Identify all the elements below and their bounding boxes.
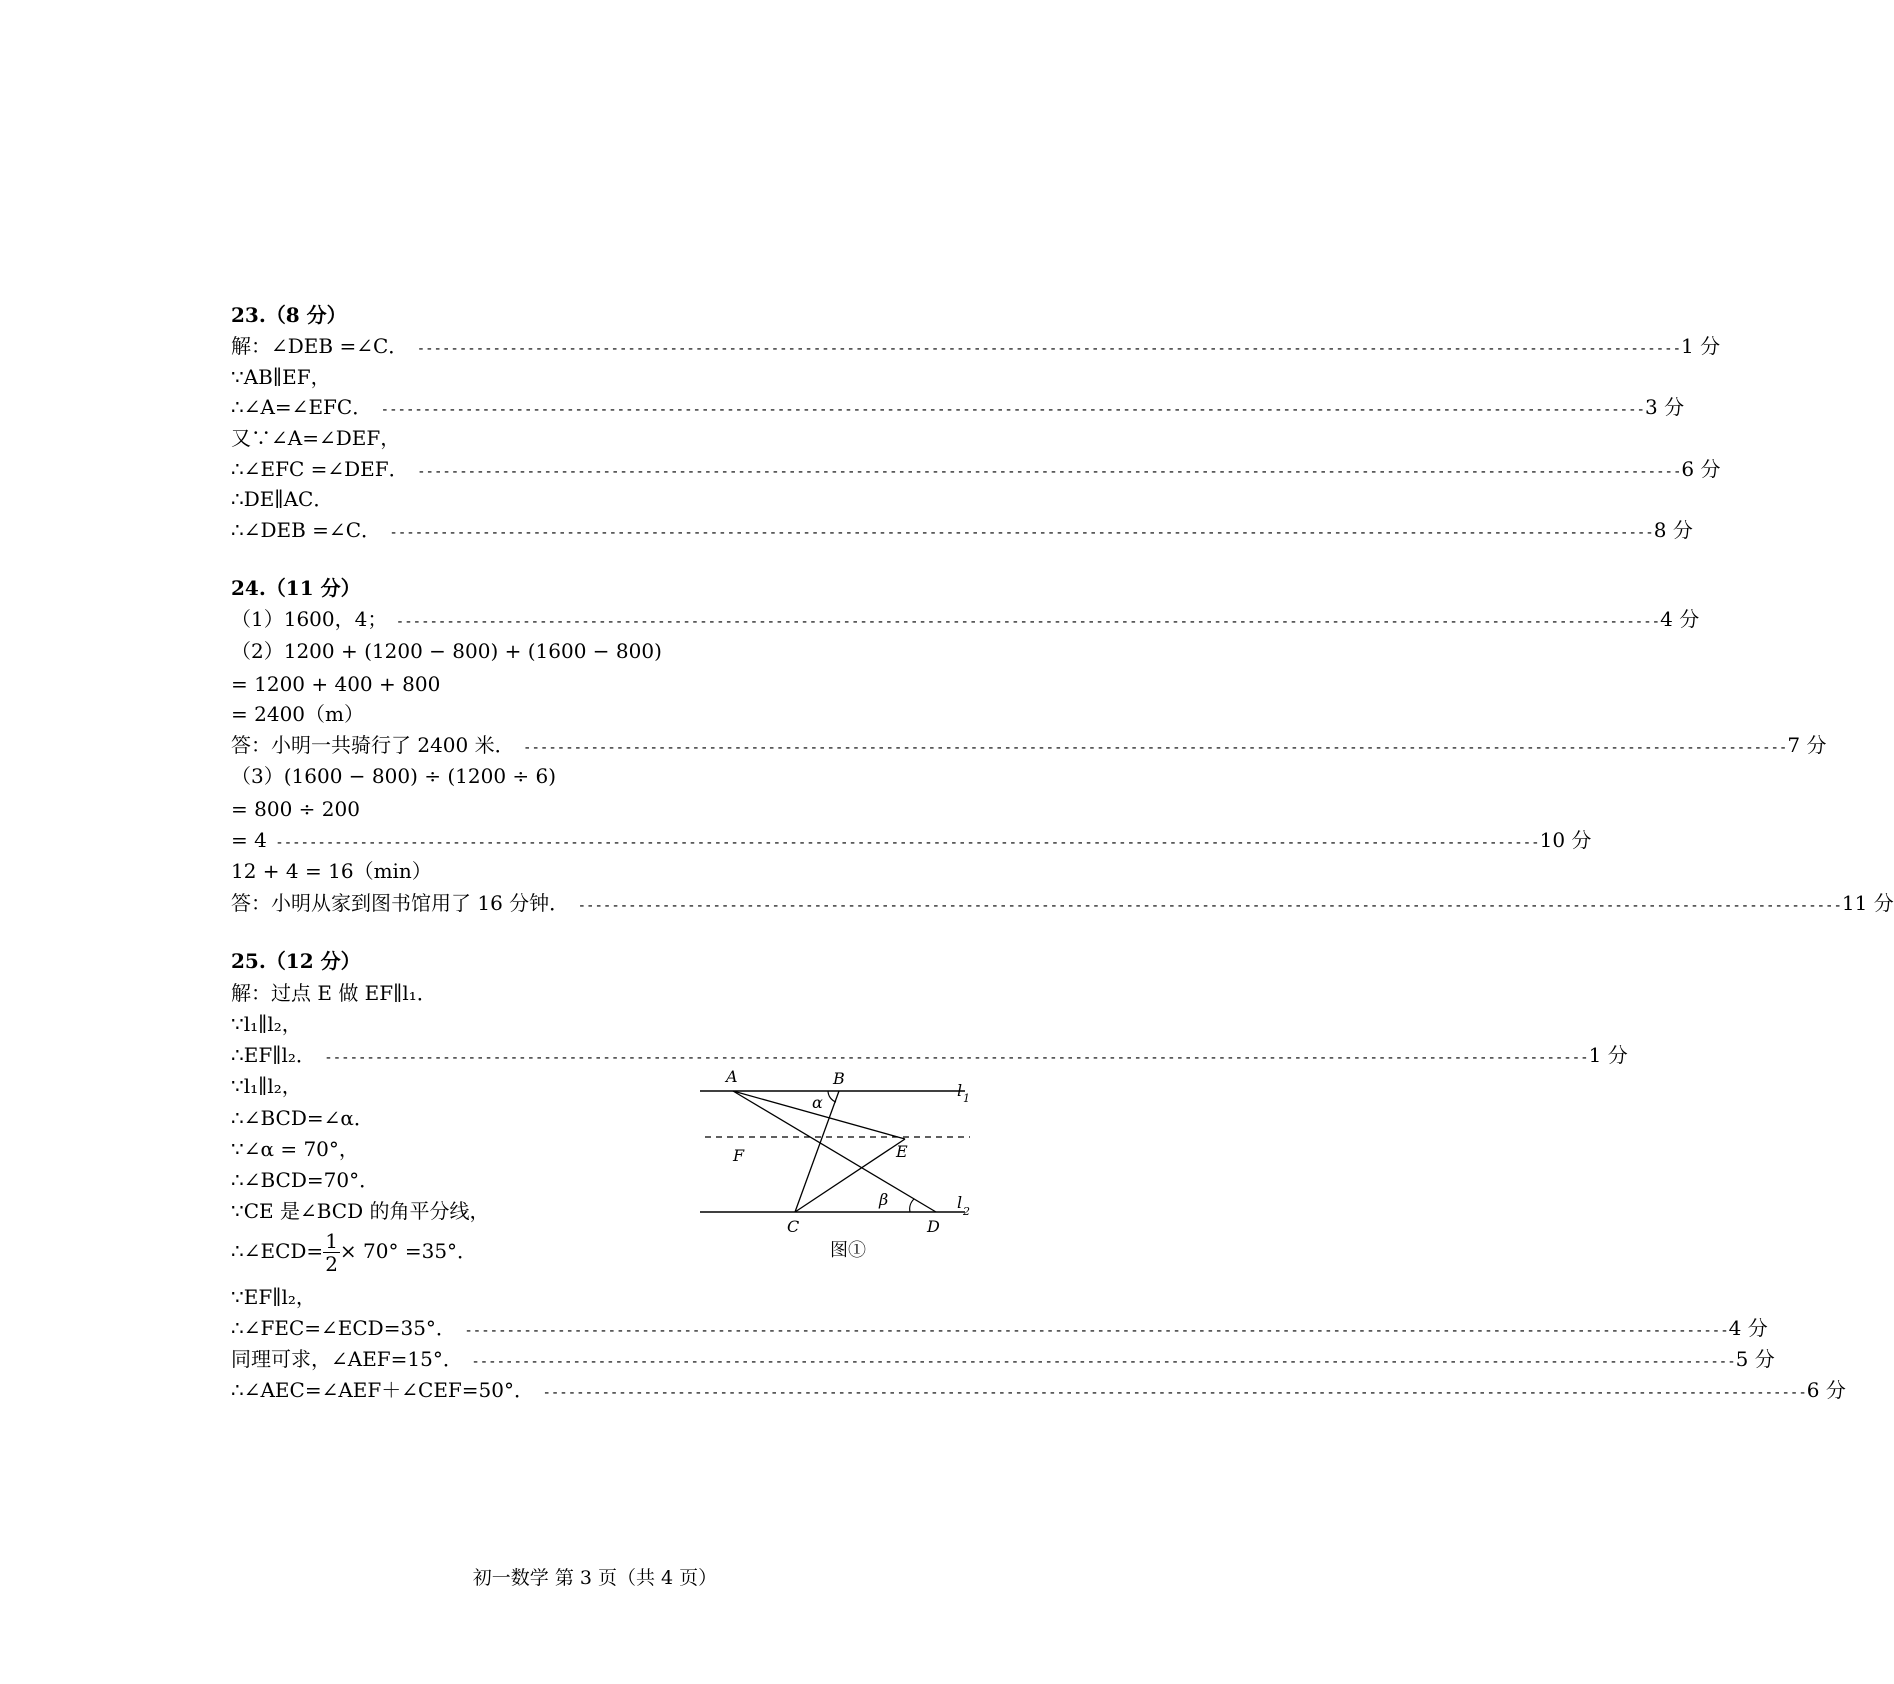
q25-line-score: 5 分 xyxy=(1735,1347,1775,1371)
q24-line-5 xyxy=(231,732,1827,761)
q25-line-score: 6 分 xyxy=(1806,1378,1846,1402)
q24-line-9: 12 + 4 = 16（min） xyxy=(231,859,432,883)
q23-line-text: ∴∠DEB =∠C． xyxy=(231,518,381,542)
q25-line-13 xyxy=(231,1377,1846,1406)
score-leader: ------------------------------------------------------------------------------------------------------------------------------------------------------ xyxy=(315,1050,1589,1066)
score-leader: ------------------------------------------------------------------------------------------------------------------------------------------------------ xyxy=(455,1323,1729,1339)
q23-line-3 xyxy=(231,394,1685,423)
q24-line-3: = 1200 + 400 + 800 xyxy=(231,672,441,696)
q23-line-text: ∴∠EFC =∠DEF． xyxy=(231,457,409,481)
q24-line-6: （3）(1600 − 800) ÷ (1200 ÷ 6) xyxy=(231,764,557,788)
label-l1-sub: 1 xyxy=(963,1092,970,1105)
q24-line-score: 4 分 xyxy=(1660,607,1700,631)
q23-line-1 xyxy=(231,333,1721,362)
q24-line-text: （1）1600，4； xyxy=(231,607,388,631)
q24-title: 24.（11 分） xyxy=(231,576,361,600)
q23-line-score: 6 分 xyxy=(1681,457,1721,481)
q25-line-10: ∵EF∥l₂， xyxy=(231,1285,316,1309)
figure-caption: 图① xyxy=(830,1240,866,1261)
q24-line-1 xyxy=(231,606,1700,635)
q23-line-score: 3 分 xyxy=(1644,395,1685,419)
q24-line-score: 10 分 xyxy=(1539,828,1592,852)
label-l1: l xyxy=(957,1081,963,1100)
q25-line-11 xyxy=(231,1315,1768,1344)
label-beta: β xyxy=(879,1190,889,1209)
label-b: B xyxy=(833,1069,845,1088)
label-l2-sub: 2 xyxy=(963,1205,970,1218)
score-leader: ------------------------------------------------------------------------------------------------------------------------------------------------------ xyxy=(387,614,1661,630)
q23-line-score: 1 分 xyxy=(1681,334,1721,358)
label-alpha: α xyxy=(812,1093,823,1112)
q24-line-8 xyxy=(231,827,1592,856)
q24-line-score: 7 分 xyxy=(1787,733,1827,757)
q25-line-1: 解：过点 E 做 EF∥l₁． xyxy=(231,981,437,1005)
q25-line-text: 同理可求，∠AEF=15°． xyxy=(231,1347,463,1371)
score-leader: ------------------------------------------------------------------------------------------------------------------------------------------------------ xyxy=(372,402,1645,418)
q25-line-text: ∴∠FEC=∠ECD=35°． xyxy=(231,1316,456,1340)
q25-line-text: ∴∠AEC=∠AEF＋∠CEF=50°． xyxy=(231,1378,535,1402)
q24-line-7: = 800 ÷ 200 xyxy=(231,797,360,821)
q25-line-7: ∴∠BCD=70°． xyxy=(231,1168,380,1192)
q25-line-8: ∵CE 是∠BCD 的角平分线， xyxy=(231,1199,490,1223)
score-leader: ------------------------------------------------------------------------------------------------------------------------------------------------------ xyxy=(569,898,1842,914)
score-leader: ------------------------------------------------------------------------------------------------------------------------------------------------------ xyxy=(514,740,1788,756)
score-leader: ------------------------------------------------------------------------------------------------------------------------------------------------------ xyxy=(462,1354,1736,1370)
score-leader: ------------------------------------------------------------------------------------------------------------------------------------------------------ xyxy=(534,1385,1807,1401)
q25-line-text: ∴EF∥l₂． xyxy=(231,1043,316,1067)
q25-line-2: ∵l₁∥l₂， xyxy=(231,1012,302,1036)
label-f: F xyxy=(733,1146,745,1165)
q25-line-3 xyxy=(231,1042,1628,1071)
label-l2: l xyxy=(957,1193,963,1212)
q23-line-6: ∴DE∥AC． xyxy=(231,487,334,511)
q25-line-6: ∵∠α = 70°， xyxy=(231,1137,359,1161)
q23-line-text: ∴∠A=∠EFC． xyxy=(231,395,373,419)
fraction-one-half xyxy=(323,1230,340,1275)
label-d: D xyxy=(927,1217,940,1236)
q25-line-text-after: × 70° =35°． xyxy=(339,1239,478,1263)
q23-line-5 xyxy=(231,456,1721,485)
q24-line-text: 答：小明一共骑行了 2400 米． xyxy=(231,733,515,757)
q23-line-2: ∵AB∥EF， xyxy=(231,365,331,389)
score-leader: ------------------------------------------------------------------------------------------------------------------------------------------------------ xyxy=(381,525,1654,541)
score-leader: ------------------------------------------------------------------------------------------------------------------------------------------------------ xyxy=(408,341,1682,357)
alpha-arc xyxy=(828,1091,836,1102)
label-e: E xyxy=(896,1142,908,1161)
q25-title: 25.（12 分） xyxy=(231,949,361,973)
q24-line-10 xyxy=(231,890,1894,919)
q24-line-text: 答：小明从家到图书馆用了 16 分钟． xyxy=(231,891,570,915)
q23-line-4: 又∵∠A=∠DEF， xyxy=(231,426,401,450)
q24-line-4: = 2400（m） xyxy=(231,702,364,726)
label-a: A xyxy=(726,1067,738,1086)
fraction-denominator: 2 xyxy=(325,1252,338,1276)
q24-line-score: 11 分 xyxy=(1841,891,1894,915)
segment-ce xyxy=(795,1139,905,1212)
q23-line-text: 解：∠DEB =∠C． xyxy=(231,334,409,358)
q25-line-5: ∴∠BCD=∠α． xyxy=(231,1106,374,1130)
score-leader: ------------------------------------------------------------------------------------------------------------------------------------------------------ xyxy=(408,464,1682,480)
q25-line-12 xyxy=(231,1346,1775,1375)
label-c: C xyxy=(787,1217,800,1236)
q25-line-4: ∵l₁∥l₂， xyxy=(231,1074,302,1098)
q23-line-7 xyxy=(231,517,1693,546)
q25-line-score: 1 分 xyxy=(1588,1043,1628,1067)
page-footer: 初一数学 第 3 页（共 4 页） xyxy=(472,1567,718,1589)
score-leader: ------------------------------------------------------------------------------------------------------------------------------------------------------ xyxy=(266,835,1540,851)
geometry-figure xyxy=(700,1060,1000,1260)
q25-line-score: 4 分 xyxy=(1728,1316,1768,1340)
q24-line-text: = 4 xyxy=(231,828,267,852)
q23-title: 23.（8 分） xyxy=(231,303,347,327)
fraction-numerator: 1 xyxy=(325,1229,338,1253)
q23-line-score: 8 分 xyxy=(1653,518,1693,542)
q24-line-2: （2）1200 + (1200 − 800) + (1600 − 800) xyxy=(231,639,662,663)
beta-arc xyxy=(910,1199,914,1212)
q25-line-9 xyxy=(231,1230,477,1275)
q25-line-text: ∴∠ECD= xyxy=(231,1239,324,1263)
